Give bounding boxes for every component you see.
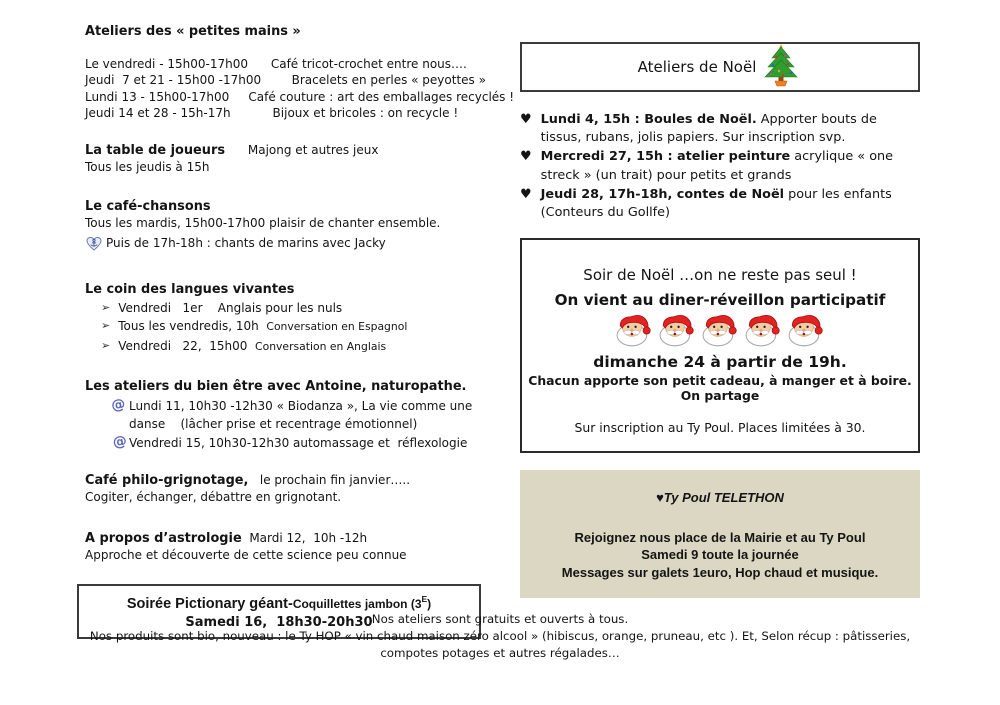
schedule-line: Le vendredi - 15h00-17h00 Café tricot-crochet entre nous…. [85, 56, 467, 71]
pictionary-title: Soirée Pictionary géant- [126, 595, 293, 612]
noel-header-box [520, 42, 920, 92]
section-chansons [85, 199, 521, 257]
heart-icon: ♥ [656, 490, 664, 506]
section-title-chansons: Le café-chansons [85, 198, 211, 214]
bien-etre-item: Vendredi 15, 10h30-12h30 automassage et réflexologie [129, 435, 468, 450]
joueurs-inline: Majong et autres jeux [225, 142, 379, 157]
noel-item-rest: acrylique « one streck » (un trait) pour petits et grands [540, 149, 894, 183]
astrologie-sub: Approche et découverte de cette science peu connue [85, 548, 407, 562]
section-title-philo: Café philo-grignotage, [85, 472, 249, 488]
langues-item: Vendredi 22, 15h00 [118, 338, 256, 353]
noel-header-title: Ateliers de Noël [637, 58, 757, 76]
telethon-box [520, 470, 920, 598]
section-title-petites-mains: Ateliers des « petites mains » [85, 24, 301, 39]
section-joueurs [85, 142, 521, 176]
section-title-bien-etre: Les ateliers du bien être avec Antoine, naturopathe. [85, 379, 467, 394]
noel-item [520, 148, 920, 184]
santa-icon [744, 312, 782, 348]
santa-icon [701, 312, 739, 348]
pictionary-date: Samedi 16, 18h30-20h30 [185, 614, 373, 630]
langues-item: Vendredi 1er Anglais pour les nuls [118, 300, 343, 315]
schedule-line: Lundi 13 - 15h00-17h00 Café couture : art des emballages recyclés ! [85, 89, 515, 104]
telethon-line1: Rejoignez nous place de la Mairie et au Ty Poul [574, 529, 866, 545]
section-title-astrologie: A propos d’astrologie [85, 530, 242, 546]
anchor-heart-icon [85, 235, 103, 257]
philo-sub: Cogiter, échanger, débattre en grignotant. [85, 490, 342, 504]
telethon-title: Ty Poul TELETHON [663, 490, 784, 506]
noel-item-bold: Mercredi 27, 15h : atelier peinture [540, 149, 791, 165]
noel-item-bold: Jeudi 28, 17h-18h, contes de Noël [540, 186, 785, 202]
langues-item-small: Conversation en Anglais [255, 339, 387, 353]
noel-item [520, 111, 920, 147]
santa-icon [615, 312, 653, 348]
reveillon-line4: Chacun apporte son petit cadeau, à manger et à boire. On partage [528, 373, 912, 404]
telethon-line3: Messages sur galets 1euro, Hop chaud et musique. [561, 564, 879, 580]
right-column [520, 42, 920, 598]
reveillon-line1: Soir de Noël …on ne reste pas seul ! [583, 266, 857, 285]
section-title-joueurs: La table de joueurs [85, 142, 225, 158]
footer-line2: Nos produits sont bio, nouveau : le Ty HOP « vin chaud maison zéro alcool » (hibiscus, orange, pruneau, etc ). Et, Selon récup : pâtisseries, [89, 628, 911, 643]
joueurs-sub: Tous les jeudis à 15h [85, 160, 210, 174]
philo-inline: le prochain fin janvier….. [248, 472, 411, 487]
section-bien-etre [85, 379, 521, 452]
pictionary-subtitle: Coquillettes jambon (3 [292, 596, 422, 611]
santa-row [524, 312, 916, 348]
left-column [85, 24, 521, 639]
schedule-line: Jeudi 14 et 28 - 15h-17h Bijoux et bricoles : on recycle ! [85, 106, 459, 120]
footer-note [0, 611, 1000, 661]
reveillon-line2: On vient au diner-réveillon participatif [554, 291, 886, 310]
section-title-langues: Le coin des langues vivantes [85, 282, 295, 297]
arrow-bullet-icon: ➢ [101, 319, 111, 332]
footer-line1: Nos ateliers sont gratuits et ouverts à tous. [371, 612, 629, 626]
chansons-line1: Tous les mardis, 15h00-17h00 plaisir de chanter ensemble. [85, 216, 441, 230]
reveillon-box [520, 238, 920, 453]
pictionary-close: ) [427, 596, 432, 611]
footer-line3: compotes potages et autres régalades… [380, 645, 620, 660]
astrologie-inline: Mardi 12, 10h -12h [241, 530, 368, 545]
chansons-line2: Puis de 17h-18h : chants de marins avec Jacky [106, 235, 386, 250]
reveillon-line5: Sur inscription au Ty Poul. Places limitées à 30. [574, 420, 866, 436]
pictionary-sup: E [421, 593, 428, 604]
petites-mains-schedule [85, 56, 521, 122]
heart-bullet-icon: ♥ [520, 149, 532, 165]
arrow-bullet-icon: ➢ [101, 300, 111, 314]
schedule-line: Jeudi 7 et 21 - 15h00 -17h00 Bracelets en perles « peyottes » [85, 73, 486, 87]
christmas-tree-icon [760, 43, 802, 91]
santa-icon [787, 312, 825, 348]
spiral-icon: @ [111, 432, 129, 451]
langues-item-small: Conversation en Espagnol [266, 320, 408, 333]
telethon-line2: Samedi 9 toute la journée [641, 547, 799, 563]
noel-item [520, 186, 920, 222]
noel-items-list [520, 111, 920, 222]
noel-item-rest: pour les enfants (Conteurs du Gollfe) [540, 186, 892, 221]
noel-item-bold: Lundi 4, 15h : Boules de Noël. [540, 112, 757, 127]
reveillon-date: dimanche 24 à partir de 19h. [593, 353, 847, 372]
heart-bullet-icon: ♥ [520, 112, 532, 127]
langues-item: Tous les vendredis, 10h [118, 319, 267, 333]
santa-icon [658, 312, 696, 348]
noel-item-rest: Apporter bouts de tissus, rubans, jolis papiers. Sur inscription svp. [540, 112, 877, 146]
section-langues [85, 282, 521, 356]
section-philo [85, 472, 521, 506]
bien-etre-item: Lundi 11, 10h30 -12h30 « Biodanza », La vie comme une danse (lâcher prise et recentrage émotionnel) [129, 398, 477, 431]
heart-bullet-icon: ♥ [520, 186, 532, 202]
section-astrologie [85, 530, 521, 564]
spiral-icon: @ [109, 395, 127, 414]
arrow-bullet-icon: ➢ [101, 338, 111, 352]
